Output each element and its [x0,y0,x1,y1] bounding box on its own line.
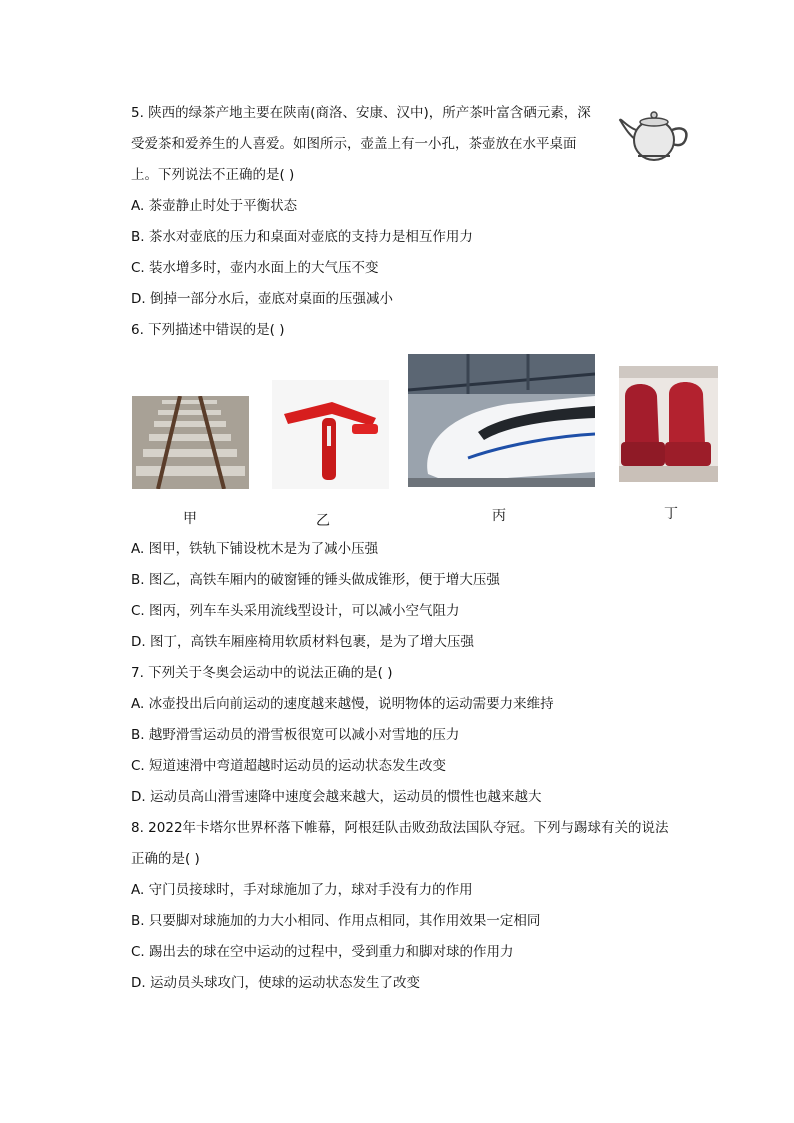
q5-option-d: D. 倒掉一部分水后，壶底对桌面的压强减小 [131,291,393,307]
caption-ding: 丁 [664,506,678,522]
q6-option-a: A. 图甲，铁轨下铺设枕木是为了减小压强 [131,541,379,557]
teapot-image [618,104,692,164]
q7-option-d: D. 运动员高山滑雪速降中速度会越来越大，运动员的惯性也越来越大 [131,789,542,805]
q5-stem-line3: 上。下列说法不正确的是( ) [131,167,295,183]
caption-jia: 甲 [183,511,197,527]
q8-option-c: C. 踢出去的球在空中运动的过程中，受到重力和脚对球的作用力 [131,944,514,960]
q6-option-b: B. 图乙，高铁车厢内的破窗锤的锤头做成锥形，便于增大压强 [131,572,500,588]
caption-bing: 丙 [492,508,506,524]
q8-option-b: B. 只要脚对球施加的力大小相同、作用点相同，其作用效果一定相同 [131,913,541,929]
bullet-train-image [408,354,595,487]
q7-option-c: C. 短道速滑中弯道超越时运动员的运动状态发生改变 [131,758,447,774]
q8-stem-line1: 8. 2022年卡塔尔世界杯落下帷幕，阿根廷队击败劲敌法国队夺冠。下列与踢球有关的说法 [131,820,669,836]
q6-option-c: C. 图丙，列车车头采用流线型设计，可以减小空气阻力 [131,603,460,619]
train-seats-image [619,366,718,482]
q6-stem: 6. 下列描述中错误的是( ) [131,322,285,338]
q5-stem-line2: 受爱茶和爱养生的人喜爱。如图所示，壶盖上有一小孔，茶壶放在水平桌面 [131,136,577,152]
q5-stem-line1: 5. 陕西的绿茶产地主要在陕南(商洛、安康、汉中)，所产茶叶富含硒元素，深 [131,105,591,121]
q5-option-c: C. 装水增多时，壶内水面上的大气压不变 [131,260,379,276]
q7-stem: 7. 下列关于冬奥会运动中的说法正确的是( ) [131,665,393,681]
q7-option-a: A. 冰壶投出后向前运动的速度越来越慢，说明物体的运动需要力来维持 [131,696,554,712]
q5-option-a: A. 茶壶静止时处于平衡状态 [131,198,298,214]
railway-track-image [132,396,249,489]
q6-option-d: D. 图丁，高铁车厢座椅用软质材料包裹，是为了增大压强 [131,634,474,650]
q8-option-a: A. 守门员接球时，手对球施加了力，球对手没有力的作用 [131,882,473,898]
q8-option-d: D. 运动员头球攻门，使球的运动状态发生了改变 [131,975,420,991]
caption-yi: 乙 [316,513,330,529]
q5-option-b: B. 茶水对壶底的压力和桌面对壶底的支持力是相互作用力 [131,229,473,245]
q8-stem-line2: 正确的是( ) [131,851,200,867]
safety-hammer-image [272,380,389,489]
q7-option-b: B. 越野滑雪运动员的滑雪板很宽可以减小对雪地的压力 [131,727,460,743]
